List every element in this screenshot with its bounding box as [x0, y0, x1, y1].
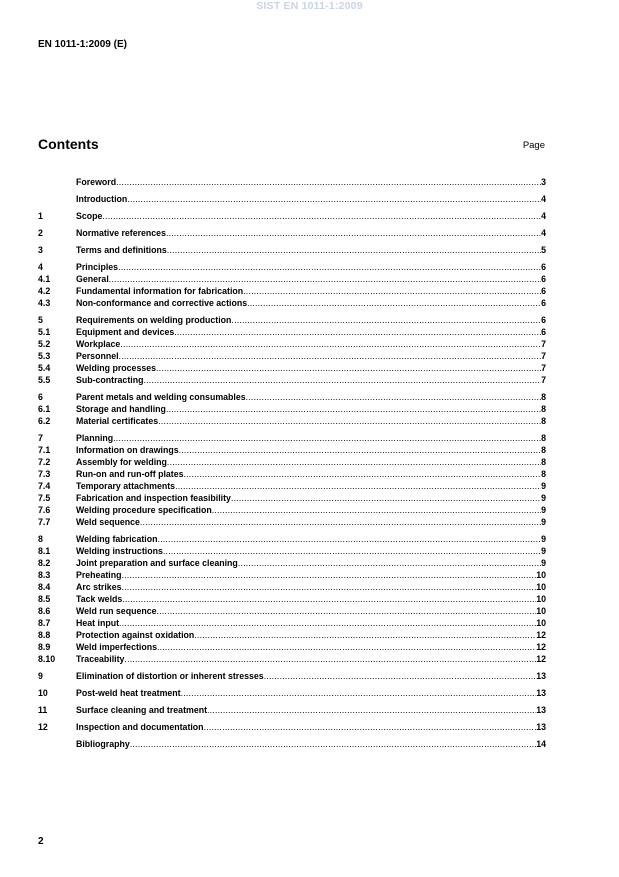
toc-entry-number: 7.6: [38, 505, 51, 515]
toc-entry-title: Bibliography: [76, 739, 130, 749]
toc-dot-leader: [140, 516, 541, 528]
toc-entry-page: 8: [541, 433, 546, 443]
toc-entry-title: Weld imperfections: [76, 642, 157, 652]
toc-entry-title: Welding instructions: [76, 546, 163, 556]
toc-entry-number: 7.4: [38, 481, 51, 491]
toc-entry-number: 5.1: [38, 327, 51, 337]
toc-entry-title: Protection against oxidation: [76, 630, 195, 640]
toc-group: [38, 193, 546, 205]
toc-entry-page: 14: [536, 739, 546, 749]
toc-entry-title: Welding fabrication: [76, 534, 158, 544]
toc-entry[interactable]: [38, 403, 546, 415]
toc-entry-number: 8.3: [38, 570, 51, 580]
toc-entry-page: 8: [541, 445, 546, 455]
toc-group: [38, 738, 546, 750]
toc-entry-page: 4: [541, 228, 546, 238]
toc-dot-leader: [122, 593, 536, 605]
toc-entry-page: 3: [541, 177, 546, 187]
toc-entry-title: Welding procedure specification: [76, 505, 212, 515]
toc-entry-title: Material certificates: [76, 416, 159, 426]
toc-entry[interactable]: [38, 415, 546, 427]
toc-entry-title: Planning: [76, 433, 114, 443]
toc-entry-number: 7.1: [38, 445, 51, 455]
toc-entry-number: 7.5: [38, 493, 51, 503]
toc-entry-number: 5: [38, 315, 43, 325]
toc-entry-title: Fabrication and inspection feasibility: [76, 493, 231, 503]
toc-entry-number: 2: [38, 228, 43, 238]
toc-dot-leader: [102, 210, 541, 222]
toc-entry-title: Parent metals and welding consumables: [76, 392, 246, 402]
toc-dot-leader: [119, 350, 542, 362]
toc-entry-page: 13: [536, 722, 546, 732]
toc-entry-number: 10: [38, 688, 48, 698]
toc-dot-leader: [184, 468, 542, 480]
toc-entry[interactable]: [38, 545, 546, 557]
toc-group: [38, 721, 546, 733]
toc-entry-page: 6: [541, 327, 546, 337]
toc-dot-leader: [157, 533, 541, 545]
toc-entry-number: 4.3: [38, 298, 51, 308]
toc-dot-leader: [212, 504, 541, 516]
toc-dot-leader: [194, 629, 536, 641]
watermark: SIST EN 1011-1:2009: [256, 0, 363, 12]
toc-entry-page: 10: [536, 582, 546, 592]
toc-entry-number: 7.2: [38, 457, 51, 467]
toc-entry-number: 6.2: [38, 416, 51, 426]
toc-entry-page: 9: [541, 558, 546, 568]
toc-entry-page: 6: [541, 286, 546, 296]
document-id: EN 1011-1:2009 (E): [38, 39, 127, 50]
toc-dot-leader: [130, 738, 536, 750]
toc-group: [38, 704, 546, 716]
toc-entry[interactable]: [38, 297, 546, 309]
toc-group: [38, 391, 546, 427]
toc-entry-title: Arc strikes: [76, 582, 122, 592]
toc-entry-page: 10: [536, 594, 546, 604]
toc-entry-number: 5.3: [38, 351, 51, 361]
toc-dot-leader: [246, 391, 541, 403]
toc-entry[interactable]: [38, 210, 546, 222]
toc-entry-title: Requirements on welding production: [76, 315, 232, 325]
toc-dot-leader: [207, 704, 536, 716]
toc-entry-title: Heat input: [76, 618, 120, 628]
toc-entry-title: Weld run sequence: [76, 606, 157, 616]
toc-dot-leader: [116, 176, 541, 188]
toc-dot-leader: [143, 374, 541, 386]
toc-dot-leader: [157, 641, 536, 653]
toc-entry[interactable]: [38, 193, 546, 205]
toc-dot-leader: [231, 492, 541, 504]
toc-entry-page: 6: [541, 315, 546, 325]
toc-entry-number: 5.4: [38, 363, 51, 373]
toc-entry-title: Elimination of distortion or inherent stresses: [76, 671, 264, 681]
toc-entry-number: 3: [38, 245, 43, 255]
toc-dot-leader: [231, 314, 541, 326]
toc-dot-leader: [124, 653, 536, 665]
toc-entry-page: 6: [541, 298, 546, 308]
toc-entry-page: 9: [541, 493, 546, 503]
toc-entry[interactable]: [38, 721, 546, 733]
toc-entry-page: 8: [541, 416, 546, 426]
toc-entry[interactable]: [38, 670, 546, 682]
toc-entry-number: 7: [38, 433, 43, 443]
toc-entry-number: 8.10: [38, 654, 56, 664]
toc-entry-title: Information on drawings: [76, 445, 179, 455]
toc-dot-leader: [174, 326, 541, 338]
toc-entry-page: 6: [541, 274, 546, 284]
toc-entry-page: 13: [536, 705, 546, 715]
toc-entry-page: 5: [541, 245, 546, 255]
toc-entry-page: 6: [541, 262, 546, 272]
toc-entry[interactable]: [38, 605, 546, 617]
toc-entry-number: 6.1: [38, 404, 51, 414]
toc-entry-title: Non-conformance and corrective actions: [76, 298, 248, 308]
toc-entry-page: 9: [541, 517, 546, 527]
toc-entry-title: Run-on and run-off plates: [76, 469, 184, 479]
toc-entry-title: Normative references: [76, 228, 166, 238]
toc-dot-leader: [179, 444, 541, 456]
toc-dot-leader: [158, 415, 541, 427]
toc-entry-page: 9: [541, 481, 546, 491]
toc-dot-leader: [247, 297, 541, 309]
toc-entry-number: 5.5: [38, 375, 51, 385]
toc-entry[interactable]: [38, 738, 546, 750]
toc-entry[interactable]: [38, 338, 546, 350]
toc-entry-number: 4: [38, 262, 43, 272]
toc-entry-page: 12: [536, 642, 546, 652]
toc-entry-number: 8.7: [38, 618, 51, 628]
toc-entry[interactable]: [38, 176, 546, 188]
toc-entry-title: Introduction: [76, 194, 128, 204]
toc-group: [38, 314, 546, 386]
toc-entry[interactable]: [38, 617, 546, 629]
toc-entry[interactable]: [38, 533, 546, 545]
toc-entry-title: Tack welds: [76, 594, 123, 604]
toc-entry-page: 9: [541, 534, 546, 544]
toc-dot-leader: [119, 617, 536, 629]
toc-entry-number: 4.2: [38, 286, 51, 296]
toc-entry-title: Equipment and devices: [76, 327, 175, 337]
toc-group: [38, 432, 546, 528]
toc-entry[interactable]: [38, 391, 546, 403]
toc-entry-page: 7: [541, 351, 546, 361]
toc-dot-leader: [113, 432, 541, 444]
toc-entry-title: Foreword: [76, 177, 117, 187]
toc-entry[interactable]: [38, 456, 546, 468]
toc-entry[interactable]: [38, 704, 546, 716]
toc-entry-title: Surface cleaning and treatment: [76, 705, 208, 715]
toc-entry-title: Terms and definitions: [76, 245, 167, 255]
toc-entry[interactable]: [38, 285, 546, 297]
toc-dot-leader: [157, 605, 537, 617]
toc-group: [38, 227, 546, 239]
toc-entry-number: 8.4: [38, 582, 51, 592]
toc-entry-number: 9: [38, 671, 43, 681]
toc-entry-title: Preheating: [76, 570, 122, 580]
toc-dot-leader: [109, 273, 541, 285]
toc-entry-page: 7: [541, 339, 546, 349]
toc-entry-page: 9: [541, 546, 546, 556]
toc-entry-number: 8.6: [38, 606, 51, 616]
toc-entry-title: Workplace: [76, 339, 121, 349]
toc-dot-leader: [175, 480, 541, 492]
toc-entry-title: Temporary attachments: [76, 481, 176, 491]
toc-entry-number: 8.9: [38, 642, 51, 652]
toc-entry[interactable]: [38, 516, 546, 528]
toc-entry-page: 10: [536, 618, 546, 628]
toc-entry-number: 6: [38, 392, 43, 402]
toc-entry[interactable]: [38, 444, 546, 456]
toc-entry-title: Traceability: [76, 654, 125, 664]
toc-group: [38, 533, 546, 665]
toc-entry-title: Principles: [76, 262, 119, 272]
toc-entry-number: 8: [38, 534, 43, 544]
toc-dot-leader: [181, 687, 537, 699]
toc-entry-number: 11: [38, 705, 48, 715]
toc-entry-number: 12: [38, 722, 48, 732]
toc-entry-title: Weld sequence: [76, 517, 140, 527]
toc-entry-page: 10: [536, 570, 546, 580]
toc-entry[interactable]: [38, 244, 546, 256]
toc-entry-page: 4: [541, 194, 546, 204]
toc-group: [38, 210, 546, 222]
toc-entry[interactable]: [38, 504, 546, 516]
toc-entry-number: 5.2: [38, 339, 51, 349]
toc-entry[interactable]: [38, 629, 546, 641]
toc-entry-title: Inspection and documentation: [76, 722, 204, 732]
toc-entry-number: 7.7: [38, 517, 51, 527]
toc-group: [38, 261, 546, 309]
toc-entry[interactable]: [38, 468, 546, 480]
toc-entry-page: 8: [541, 404, 546, 414]
toc-entry[interactable]: [38, 432, 546, 444]
toc-entry-page: 7: [541, 363, 546, 373]
toc-entry-number: 8.5: [38, 594, 51, 604]
toc-dot-leader: [118, 261, 541, 273]
toc-dot-leader: [167, 456, 541, 468]
contents-title: Contents: [38, 136, 99, 152]
toc-dot-leader: [120, 338, 541, 350]
toc-entry-title: Sub-contracting: [76, 375, 144, 385]
toc-dot-leader: [166, 403, 541, 415]
toc-entry-title: Fundamental information for fabrication: [76, 286, 244, 296]
toc-entry[interactable]: [38, 593, 546, 605]
table-of-contents: [38, 176, 546, 755]
toc-entry-number: 7.3: [38, 469, 51, 479]
toc-entry-title: Assembly for welding: [76, 457, 167, 467]
toc-dot-leader: [121, 569, 536, 581]
toc-entry-page: 13: [536, 671, 546, 681]
toc-entry-number: 8.8: [38, 630, 51, 640]
toc-group: [38, 244, 546, 256]
toc-entry-title: General: [76, 274, 109, 284]
toc-entry-number: 8.1: [38, 546, 51, 556]
page-column-label: Page: [522, 140, 545, 151]
toc-dot-leader: [156, 362, 541, 374]
toc-entry-page: 4: [541, 211, 546, 221]
toc-dot-leader: [166, 227, 541, 239]
toc-entry-page: 7: [541, 375, 546, 385]
toc-entry[interactable]: [38, 350, 546, 362]
toc-entry[interactable]: [38, 492, 546, 504]
toc-entry[interactable]: [38, 326, 546, 338]
toc-entry-page: 10: [536, 606, 546, 616]
page-number: 2: [38, 836, 44, 847]
toc-entry-title: Welding processes: [76, 363, 157, 373]
toc-dot-leader: [127, 193, 541, 205]
toc-dot-leader: [163, 545, 541, 557]
toc-entry[interactable]: [38, 569, 546, 581]
toc-entry-page: 13: [536, 688, 546, 698]
toc-dot-leader: [264, 670, 537, 682]
toc-entry[interactable]: [38, 557, 546, 569]
toc-entry[interactable]: [38, 581, 546, 593]
toc-entry-title: Joint preparation and surface cleaning: [76, 558, 238, 568]
toc-entry[interactable]: [38, 641, 546, 653]
toc-entry-title: Scope: [76, 211, 103, 221]
toc-group: [38, 176, 546, 188]
toc-entry[interactable]: [38, 273, 546, 285]
toc-entry[interactable]: [38, 480, 546, 492]
toc-dot-leader: [121, 581, 536, 593]
toc-entry-title: Personnel: [76, 351, 119, 361]
toc-entry-page: 8: [541, 469, 546, 479]
toc-dot-leader: [167, 244, 541, 256]
toc-entry-title: Post-weld heat treatment: [76, 688, 181, 698]
toc-entry-page: 9: [541, 505, 546, 515]
toc-entry-number: 4.1: [38, 274, 51, 284]
toc-group: [38, 670, 546, 682]
toc-entry-number: 1: [38, 211, 43, 221]
toc-entry-page: 8: [541, 457, 546, 467]
toc-entry[interactable]: [38, 261, 546, 273]
toc-entry[interactable]: [38, 374, 546, 386]
toc-entry[interactable]: [38, 362, 546, 374]
toc-entry[interactable]: [38, 314, 546, 326]
toc-entry-page: 8: [541, 392, 546, 402]
toc-entry[interactable]: [38, 227, 546, 239]
toc-entry-page: 12: [536, 654, 546, 664]
toc-dot-leader: [243, 285, 541, 297]
toc-entry-title: Storage and handling: [76, 404, 166, 414]
toc-entry-page: 12: [536, 630, 546, 640]
toc-dot-leader: [238, 557, 541, 569]
toc-group: [38, 687, 546, 699]
toc-entry[interactable]: [38, 687, 546, 699]
toc-entry[interactable]: [38, 653, 546, 665]
toc-dot-leader: [204, 721, 537, 733]
toc-entry-number: 8.2: [38, 558, 51, 568]
